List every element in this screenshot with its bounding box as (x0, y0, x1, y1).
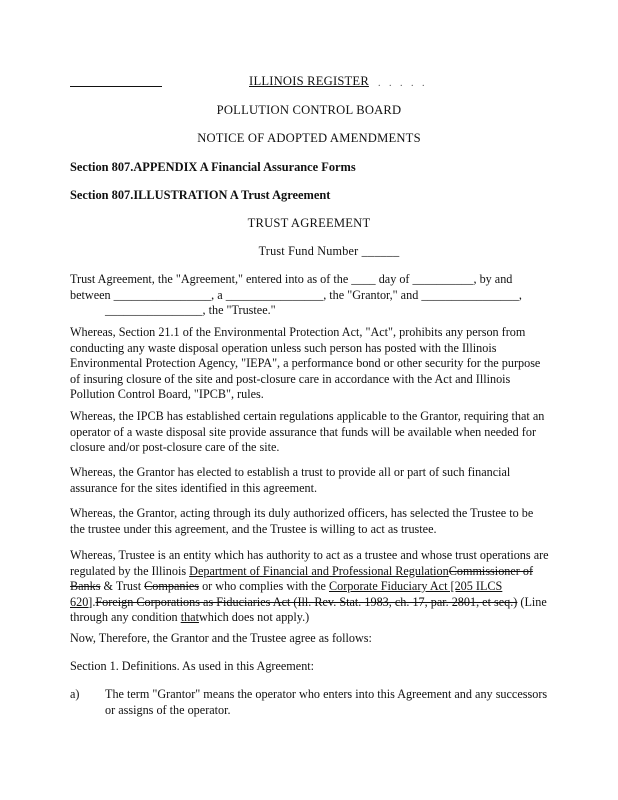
illustration-heading: Section 807.ILLUSTRATION A Trust Agreement (70, 188, 331, 202)
intro-line-3: ________________, the "Trustee." (105, 303, 276, 317)
intro-line-2: between ________________, a ________________, the "Grantor," and ________________, (70, 287, 522, 302)
w5-inserted-3: that (180, 610, 199, 624)
whereas-paragraph-5 (70, 548, 550, 626)
trust-fund-number: Trust Fund Number ______ (258, 244, 400, 258)
w5-deleted-2: Companies (144, 579, 200, 593)
intro-paragraph (70, 272, 550, 319)
w5-text-2: & Trust (100, 579, 145, 593)
w5-deleted-3: Foreign Corporations as Fiduciaries Act (Ill. Rev. Stat. 1983, ch. 17, par. 2801, et seq.) (95, 594, 518, 609)
register-title-text: ILLINOIS REGISTER (249, 74, 369, 88)
w5-inserted-1: Department of Financial and Professional Regulation (189, 563, 449, 578)
register-title (0, 74, 618, 89)
intro-line-1: Trust Agreement, the "Agreement," entered into as of the ____ day of __________, by and (70, 272, 513, 286)
w5-deleted-1: Commissioner of Banks (70, 563, 534, 593)
notice-title: NOTICE OF ADOPTED AMENDMENTS (197, 131, 421, 145)
w5-text-3: or who complies with the (199, 579, 329, 593)
w5-text-5: (Line through any condition (70, 594, 547, 624)
w5-text-1: Whereas, Trustee is an entity which has authority to act as a trustee and whose trust operations are regulated by the Illinois (70, 548, 549, 578)
header-dots: . . . . . (378, 78, 428, 89)
item-a-text: The term "Grantor" means the operator who enters into this Agreement and any successors or assigns of the operator. (105, 687, 548, 717)
trust-agreement-title: TRUST AGREEMENT (247, 216, 371, 230)
now-therefore-paragraph: Now, Therefore, the Grantor and the Trustee agree as follows: (70, 631, 372, 645)
w5-inserted-2: Corporate Fiduciary Act [205 ILCS 620] (70, 579, 503, 609)
whereas-paragraph-2: Whereas, the IPCB has established certain regulations applicable to the Grantor, requiring that an operator of a waste disposal site provide assurance that funds will be available when needed for closure and/or post-closure care of the site. (70, 409, 545, 454)
whereas-paragraph-4: Whereas, the Grantor, acting through its duly authorized officers, has selected the Trustee to be the trustee under this agreement, and the Trustee is willing to act as trustee. (70, 506, 534, 536)
w5-text-4: . (92, 594, 96, 609)
whereas-paragraph-1: Whereas, Section 21.1 of the Environmental Protection Act, "Act", prohibits any person from conducting any waste disposal operation unless such person has posted with the Illinois Environmental Protection Agency, "IEPA", a performance bond or other security for the purpose of insuring closure of the site and post-closure care in accordance with the Act and Illinois Pollution Control Board, "IPCB", rules. (70, 325, 541, 401)
item-a-label: a) (70, 687, 80, 701)
section-1-heading: Section 1. Definitions. As used in this Agreement: (70, 659, 315, 673)
whereas-paragraph-3: Whereas, the Grantor has elected to establish a trust to provide all or part of such financial assurance for the sites identified in this agreement. (70, 465, 511, 495)
w5-text-6: which does not apply.) (198, 610, 310, 624)
board-title: POLLUTION CONTROL BOARD (216, 103, 402, 117)
appendix-heading: Section 807.APPENDIX A Financial Assurance Forms (70, 160, 356, 174)
